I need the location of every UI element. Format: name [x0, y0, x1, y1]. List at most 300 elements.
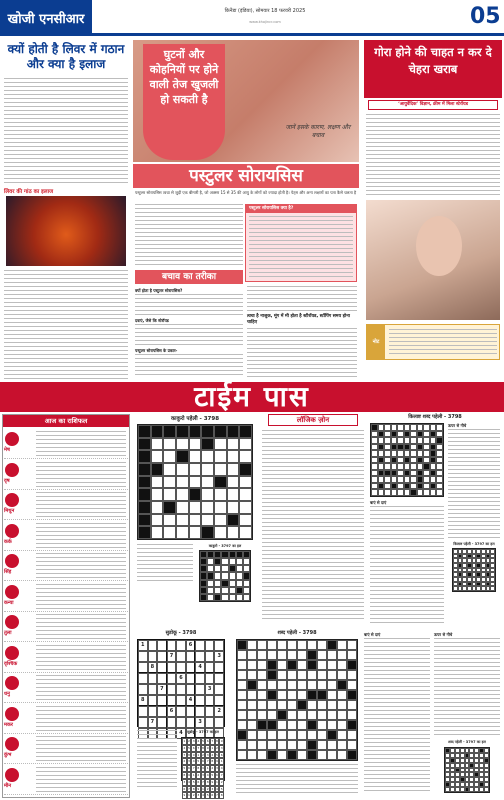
- word-puzzle-cell: [237, 740, 247, 750]
- zodiac-sign-name: मिथुन: [4, 508, 15, 514]
- horoscope-row: [4, 643, 128, 673]
- word-puzzle-cell: [347, 710, 357, 720]
- psoriasis-lead: पस्टुलर सोरायसिस त्वचा से जुड़ी एक बीमारी है, जो अक्सर 15 से 35 की आयु के लोगों को ज्यादा होती है। पेट्स और अन्य लक्षणों का पता कैसे चलता है: [135, 190, 357, 195]
- zodiac-icon: [5, 585, 19, 599]
- word-puzzle-cell: [277, 670, 287, 680]
- sudoku-cell: [167, 695, 177, 706]
- sudoku-cell: [205, 673, 215, 684]
- kakuro-answer-cell: [236, 580, 243, 587]
- sudoku-answer-cell: 1: [188, 793, 190, 798]
- kakuro-cell: [239, 488, 252, 501]
- word-puzzle-cell: [337, 650, 347, 660]
- kakuro-cell: [227, 476, 240, 489]
- page-number: 05: [470, 4, 501, 29]
- kakuro-instructions: [137, 544, 193, 584]
- psoriasis-side-caption: जानें इसके कारण, लक्षण और बचाव: [285, 124, 351, 139]
- word-puzzle-cell: [317, 680, 327, 690]
- psoriasis-body-text-2: [135, 294, 243, 316]
- kakuro-cell: [227, 425, 240, 438]
- kakuro-cell: [214, 526, 227, 539]
- word-puzzle-cell: [277, 730, 287, 740]
- kakuro-answer-cell: [207, 587, 214, 594]
- word-puzzle-cell: [287, 670, 297, 680]
- horoscope-panel: [2, 414, 130, 798]
- word-puzzle-cell: [337, 660, 347, 670]
- word-puzzle-cell: [287, 660, 297, 670]
- zodiac-icon: [5, 554, 19, 568]
- sudoku-cell: [214, 695, 224, 706]
- word-puzzle-cell: [277, 640, 287, 650]
- kakuro-answer-cell: [214, 551, 221, 558]
- liver-body-text-2: [4, 270, 128, 380]
- kakuro-answer-cell: [200, 558, 207, 565]
- word-puzzle-cell: [257, 750, 267, 760]
- word-puzzle-cell: [347, 660, 357, 670]
- word-puzzle-cell: [347, 750, 357, 760]
- sudoku-cell: [138, 673, 148, 684]
- kakuro-cell: [227, 514, 240, 527]
- zodiac-sign-name: मेष: [4, 447, 10, 453]
- sudoku-cell: [176, 651, 186, 662]
- sudoku-answer-cell: 3: [188, 759, 190, 764]
- word-puzzle-cell: [307, 710, 317, 720]
- sudoku-answer-cell: 6: [220, 752, 223, 757]
- sudoku-answer-cell: 1: [202, 786, 204, 791]
- sudoku-answer-cell: 5: [192, 779, 195, 784]
- sudoku-cell: [176, 717, 186, 728]
- kakuro-answer-cell: [236, 572, 243, 579]
- word-puzzle-cell: [277, 750, 287, 760]
- fairness-note-box: [366, 324, 500, 360]
- word-puzzle-cell: [347, 740, 357, 750]
- note-text: [389, 329, 497, 355]
- prevention-heading: बचाव का तरीका: [135, 270, 243, 284]
- word-puzzle-cell: [327, 700, 337, 710]
- kakuro-cell: [163, 463, 176, 476]
- sudoku-cell: 3: [214, 651, 224, 662]
- kakuro-cell: [239, 526, 252, 539]
- sudoku-cell: [148, 651, 158, 662]
- sudoku-cell: [195, 673, 205, 684]
- sudoku-cell: 6: [176, 673, 186, 684]
- zodiac-icon: [5, 463, 19, 477]
- word-puzzle-cell: [237, 700, 247, 710]
- kakuro-answer-cell: [229, 572, 236, 579]
- sudoku-cell: [205, 662, 215, 673]
- sudoku-cell: 8: [148, 662, 158, 673]
- word-puzzle-cell: [247, 730, 257, 740]
- kakuro-cell: [214, 450, 227, 463]
- zodiac-icon: [5, 432, 19, 446]
- sudoku-answer-cell: 1: [197, 752, 200, 757]
- sudoku-cell: [176, 684, 186, 695]
- kakuro-cell: [239, 514, 252, 527]
- word-puzzle-cell: [327, 650, 337, 660]
- word-puzzle-grid: [236, 639, 358, 761]
- sudoku-cell: [205, 717, 215, 728]
- kakuro-cell: [189, 526, 202, 539]
- psoriasis-body-text-1: [135, 204, 243, 266]
- kakuro-answer-cell: [214, 572, 221, 579]
- kakuro-cell: [214, 476, 227, 489]
- crossword-across-clues: [370, 506, 444, 626]
- psoriasis-info-box: [245, 204, 357, 282]
- sudoku-answer-cell: 1: [220, 759, 223, 764]
- horoscope-text: [36, 645, 126, 671]
- kakuro-cell: [201, 438, 214, 451]
- sudoku-cell: [195, 684, 205, 695]
- word-puzzle-cell: [297, 650, 307, 660]
- word-puzzle-cell: [267, 730, 277, 740]
- sudoku-answer-cell: 7: [188, 786, 190, 791]
- sudoku-answer-cell: 3: [202, 772, 204, 777]
- sudoku-cell: 7: [157, 684, 167, 695]
- word-puzzle-cell: [277, 680, 287, 690]
- word-puzzle-cell: [327, 680, 337, 690]
- kakuro-cell: [201, 488, 214, 501]
- horoscope-text: [36, 462, 126, 488]
- word-puzzle-across-clues: [364, 638, 430, 794]
- sudoku-cell: [195, 651, 205, 662]
- sudoku-cell: 3: [195, 717, 205, 728]
- word-puzzle-cell: [327, 670, 337, 680]
- sudoku-cell: [195, 706, 205, 717]
- logic-zone-panel: [260, 414, 366, 626]
- kakuro-cell: [138, 438, 151, 451]
- horoscope-text: [36, 523, 126, 549]
- sudoku-answer-grid: [181, 737, 225, 798]
- kakuro-cell: [214, 425, 227, 438]
- sudoku-answer-cell: 3: [220, 745, 223, 750]
- word-puzzle-title: शब्द पहेली - 3798: [277, 630, 317, 636]
- kakuro-cell: [163, 425, 176, 438]
- sudoku-cell: [148, 695, 158, 706]
- horoscope-text: [36, 675, 126, 701]
- sudoku-cell: [186, 662, 196, 673]
- word-puzzle-cell: [287, 750, 297, 760]
- kakuro-cell: [239, 501, 252, 514]
- kakuro-cell: [151, 501, 164, 514]
- kakuro-cell: [176, 526, 189, 539]
- kakuro-cell: [163, 501, 176, 514]
- psoriasis-box-title: पस्टुलर सोरायसिस क्या है?: [246, 205, 356, 213]
- kakuro-cell: [163, 514, 176, 527]
- kakuro-answer-cell: [207, 572, 214, 579]
- sudoku-title: सुडोकू - 3798: [165, 630, 197, 636]
- sudoku-answer-cell: 8: [202, 745, 204, 750]
- word-puzzle-cell: [297, 710, 307, 720]
- word-puzzle-cell: [247, 710, 257, 720]
- sudoku-cell: [167, 684, 177, 695]
- sudoku-cell: 4: [176, 728, 186, 739]
- word-puzzle-cell: [287, 680, 297, 690]
- kakuro-cell: [176, 514, 189, 527]
- kakuro-cell: [189, 476, 202, 489]
- kakuro-cell: [214, 501, 227, 514]
- sudoku-answer-cell: 7: [211, 739, 214, 743]
- fairness-article: [364, 40, 502, 380]
- sudoku-answer-cell: 6: [202, 759, 204, 764]
- psoriasis-q2: दवाएं, जैसे कि स्टेरॉयड: [135, 318, 169, 323]
- kakuro-cell: [201, 514, 214, 527]
- kakuro-answer-cell: [200, 580, 207, 587]
- word-puzzle-cell: [347, 700, 357, 710]
- sudoku-answer-cell: 3: [192, 739, 195, 743]
- word-puzzle-cell: [337, 740, 347, 750]
- word-puzzle-cell: [297, 720, 307, 730]
- horoscope-text: [36, 614, 126, 640]
- word-puzzle-cell: [297, 740, 307, 750]
- sudoku-answer-cell: 6: [211, 793, 214, 798]
- kakuro-cell: [189, 514, 202, 527]
- kakuro-answer-cell: [200, 572, 207, 579]
- sudoku-answer-cell: 4: [183, 745, 186, 750]
- word-puzzle-cell: [237, 690, 247, 700]
- liver-body-text-1: [4, 78, 128, 186]
- kakuro-cell: [138, 450, 151, 463]
- sudoku-cell: [167, 662, 177, 673]
- sudoku-cell: [186, 706, 196, 717]
- word-puzzle-cell: [257, 720, 267, 730]
- word-puzzle-cell: [287, 690, 297, 700]
- horoscope-text: [36, 706, 126, 732]
- kakuro-answer-grid: [199, 550, 251, 602]
- word-puzzle-down-clues: [434, 638, 500, 738]
- crossword-down-clues: [448, 429, 500, 539]
- word-puzzle-cell: [307, 740, 317, 750]
- zodiac-sign-name: कर्क: [4, 538, 12, 545]
- kakuro-cell: [163, 450, 176, 463]
- page-header: [0, 0, 504, 36]
- word-puzzle-cell: [307, 750, 317, 760]
- kakuro-answer-cell: [236, 565, 243, 572]
- kakuro-answer-cell: [200, 565, 207, 572]
- word-puzzle-cell: [337, 730, 347, 740]
- sudoku-answer-cell: 5: [202, 739, 204, 743]
- kakuro-cell: [138, 514, 151, 527]
- word-puzzle-cell: [317, 700, 327, 710]
- crossword-cell: [436, 489, 443, 496]
- sudoku-cell: [176, 695, 186, 706]
- kakuro-cell: [163, 476, 176, 489]
- sudoku-cell: [214, 673, 224, 684]
- kakuro-answer-cell: [236, 558, 243, 565]
- word-puzzle-cell: [257, 740, 267, 750]
- kakuro-cell: [227, 438, 240, 451]
- word-puzzle-cell: [247, 650, 257, 660]
- word-puzzle-cell: [257, 730, 267, 740]
- kakuro-answer-cell: [207, 565, 214, 572]
- word-puzzle-answer-grid: [444, 747, 490, 793]
- word-puzzle-cell: [237, 650, 247, 660]
- sudoku-cell: [148, 673, 158, 684]
- kakuro-answer-cell: [200, 594, 207, 601]
- sudoku-answer-cell: 3: [183, 779, 186, 784]
- zodiac-sign-name: मीन: [4, 782, 12, 789]
- word-puzzle-cell: [337, 690, 347, 700]
- word-puzzle-cell: [247, 690, 257, 700]
- sudoku-cell: [138, 662, 148, 673]
- sudoku-answer-cell: 4: [206, 772, 209, 777]
- word-puzzle-cell: [307, 730, 317, 740]
- kakuro-title: काकुरो पहेली - 3798: [170, 416, 220, 422]
- kakuro-answer-cell: [243, 587, 250, 594]
- word-puzzle-cell: [307, 640, 317, 650]
- sudoku-cell: [138, 684, 148, 695]
- kakuro-cell: [214, 438, 227, 451]
- kakuro-answer-cell: [243, 580, 250, 587]
- sudoku-instructions: [137, 730, 177, 790]
- crossword-panel: [368, 414, 502, 626]
- sudoku-cell: [157, 673, 167, 684]
- kakuro-cell: [163, 526, 176, 539]
- horoscope-text: [36, 767, 126, 793]
- kakuro-cell: [163, 438, 176, 451]
- psoriasis-body-text-5: [247, 286, 357, 312]
- word-puzzle-cell: [247, 670, 257, 680]
- sudoku-answer-cell: 6: [188, 766, 190, 771]
- word-puzzle-cell: [317, 740, 327, 750]
- word-puzzle-cell: [257, 680, 267, 690]
- sudoku-answer-cell: 4: [188, 779, 190, 784]
- word-puzzle-answer-title: शब्द पहेली - 3797 का हल: [448, 740, 486, 744]
- sudoku-cell: [167, 717, 177, 728]
- horoscope-row: [4, 429, 128, 459]
- word-puzzle-cell: [327, 660, 337, 670]
- word-puzzle-cell: [307, 700, 317, 710]
- kakuro-answer-cell: [214, 558, 221, 565]
- sudoku-answer-cell: 2: [206, 786, 209, 791]
- sudoku-cell: 2: [214, 706, 224, 717]
- word-puzzle-cell: [287, 740, 297, 750]
- sudoku-cell: [148, 706, 158, 717]
- word-puzzle-cell: [317, 660, 327, 670]
- word-puzzle-cell: [317, 720, 327, 730]
- crossword-across-title: बाएं से दाएं: [370, 500, 387, 505]
- sudoku-answer-cell: 6: [183, 786, 186, 791]
- kakuro-answer-cell: [214, 594, 221, 601]
- kakuro-cell: [151, 476, 164, 489]
- word-puzzle-cell: [247, 660, 257, 670]
- zodiac-sign-name: तुला: [4, 630, 12, 636]
- word-puzzle-cell: [317, 650, 327, 660]
- kakuro-cell: [138, 476, 151, 489]
- kakuro-cell: [151, 463, 164, 476]
- word-puzzle-cell: [247, 700, 257, 710]
- kakuro-answer-cell: [207, 580, 214, 587]
- face-shape: [416, 216, 462, 276]
- sudoku-cell: 7: [167, 651, 177, 662]
- word-puzzle-cell: [297, 730, 307, 740]
- kakuro-cell: [176, 450, 189, 463]
- liver-subhead: लिवर की गांठ का इलाज: [4, 189, 54, 195]
- kakuro-answer-cell: [229, 565, 236, 572]
- sudoku-cell: [205, 695, 215, 706]
- kakuro-grid: [137, 424, 253, 540]
- sudoku-answer-cell: 1: [211, 745, 214, 750]
- word-puzzle-cell: [237, 720, 247, 730]
- kakuro-cell: [163, 488, 176, 501]
- word-puzzle-cell: [247, 750, 257, 760]
- kakuro-cell: [189, 438, 202, 451]
- word-puzzle-cell: [237, 640, 247, 650]
- horoscope-row: [4, 582, 128, 612]
- sudoku-answer-cell: 9: [197, 786, 200, 791]
- kakuro-answer-cell: [221, 580, 228, 587]
- word-puzzle-cell: [327, 640, 337, 650]
- kakuro-answer-cell: [243, 565, 250, 572]
- word-puzzle-cell: [297, 670, 307, 680]
- zodiac-sign-name: धनु: [4, 691, 10, 697]
- sudoku-answer-cell: 9: [192, 752, 195, 757]
- sudoku-cell: [157, 706, 167, 717]
- sudoku-answer-cell: 4: [220, 766, 223, 771]
- crossword-answer-grid: [452, 548, 496, 592]
- kakuro-answer-cell: [221, 587, 228, 594]
- sudoku-answer-cell: 7: [192, 766, 195, 771]
- psoriasis-q3: पस्टुलर सोरायसिस के प्रकार-: [135, 348, 178, 353]
- word-puzzle-cell: [327, 740, 337, 750]
- kakuro-answer-cell: [229, 551, 236, 558]
- kakuro-cell: [138, 526, 151, 539]
- kakuro-cell: [239, 463, 252, 476]
- kakuro-cell: [151, 488, 164, 501]
- kakuro-answer-cell: [236, 594, 243, 601]
- sudoku-cell: [157, 695, 167, 706]
- sudoku-answer-cell: 2: [192, 793, 195, 798]
- sudoku-answer-cell: 5: [220, 786, 223, 791]
- zodiac-sign-name: वृश्चिक: [4, 660, 18, 667]
- kakuro-cell: [151, 526, 164, 539]
- kakuro-answer-cell: [207, 594, 214, 601]
- word-puzzle-cell: [307, 650, 317, 660]
- sudoku-cell: [214, 662, 224, 673]
- word-puzzle-cell: [337, 710, 347, 720]
- kakuro-cell: [176, 476, 189, 489]
- sudoku-answer-cell: 3: [211, 786, 214, 791]
- sudoku-answer-cell: 5: [197, 759, 200, 764]
- horoscope-row: [4, 521, 128, 551]
- word-puzzle-cell: [277, 700, 287, 710]
- sudoku-cell: [195, 640, 205, 651]
- word-puzzle-cell: [267, 710, 277, 720]
- psoriasis-q1: क्यों होता है पस्टुलर सोरायसिस?: [135, 288, 183, 293]
- word-puzzle-cell: [327, 750, 337, 760]
- kakuro-panel: [133, 414, 257, 626]
- word-puzzle-cell: [297, 660, 307, 670]
- word-puzzle-cell: [347, 640, 357, 650]
- sudoku-answer-cell: 8: [216, 739, 218, 743]
- sudoku-answer-cell: 1: [192, 772, 195, 777]
- sudoku-answer-cell: 9: [188, 772, 190, 777]
- sudoku-answer-cell: 6: [197, 779, 200, 784]
- word-puzzle-cell: [237, 730, 247, 740]
- zodiac-icon: [5, 615, 19, 629]
- sudoku-answer-cell: 9: [206, 745, 209, 750]
- kakuro-cell: [189, 450, 202, 463]
- sudoku-answer-cell: 5: [211, 772, 214, 777]
- psoriasis-photo-caption: घुटनों और कोहनियों पर होने वाली तेज खुजली हो सकती है: [143, 44, 225, 160]
- sudoku-cell: [157, 640, 167, 651]
- kakuro-cell: [239, 450, 252, 463]
- sudoku-answer-cell: 9: [211, 779, 214, 784]
- zodiac-icon: [5, 707, 19, 721]
- horoscope-row: [4, 490, 128, 520]
- word-puzzle-cell: [277, 650, 287, 660]
- kakuro-cell: [138, 501, 151, 514]
- note-label: नोट: [367, 325, 385, 359]
- kakuro-answer-cell: [229, 594, 236, 601]
